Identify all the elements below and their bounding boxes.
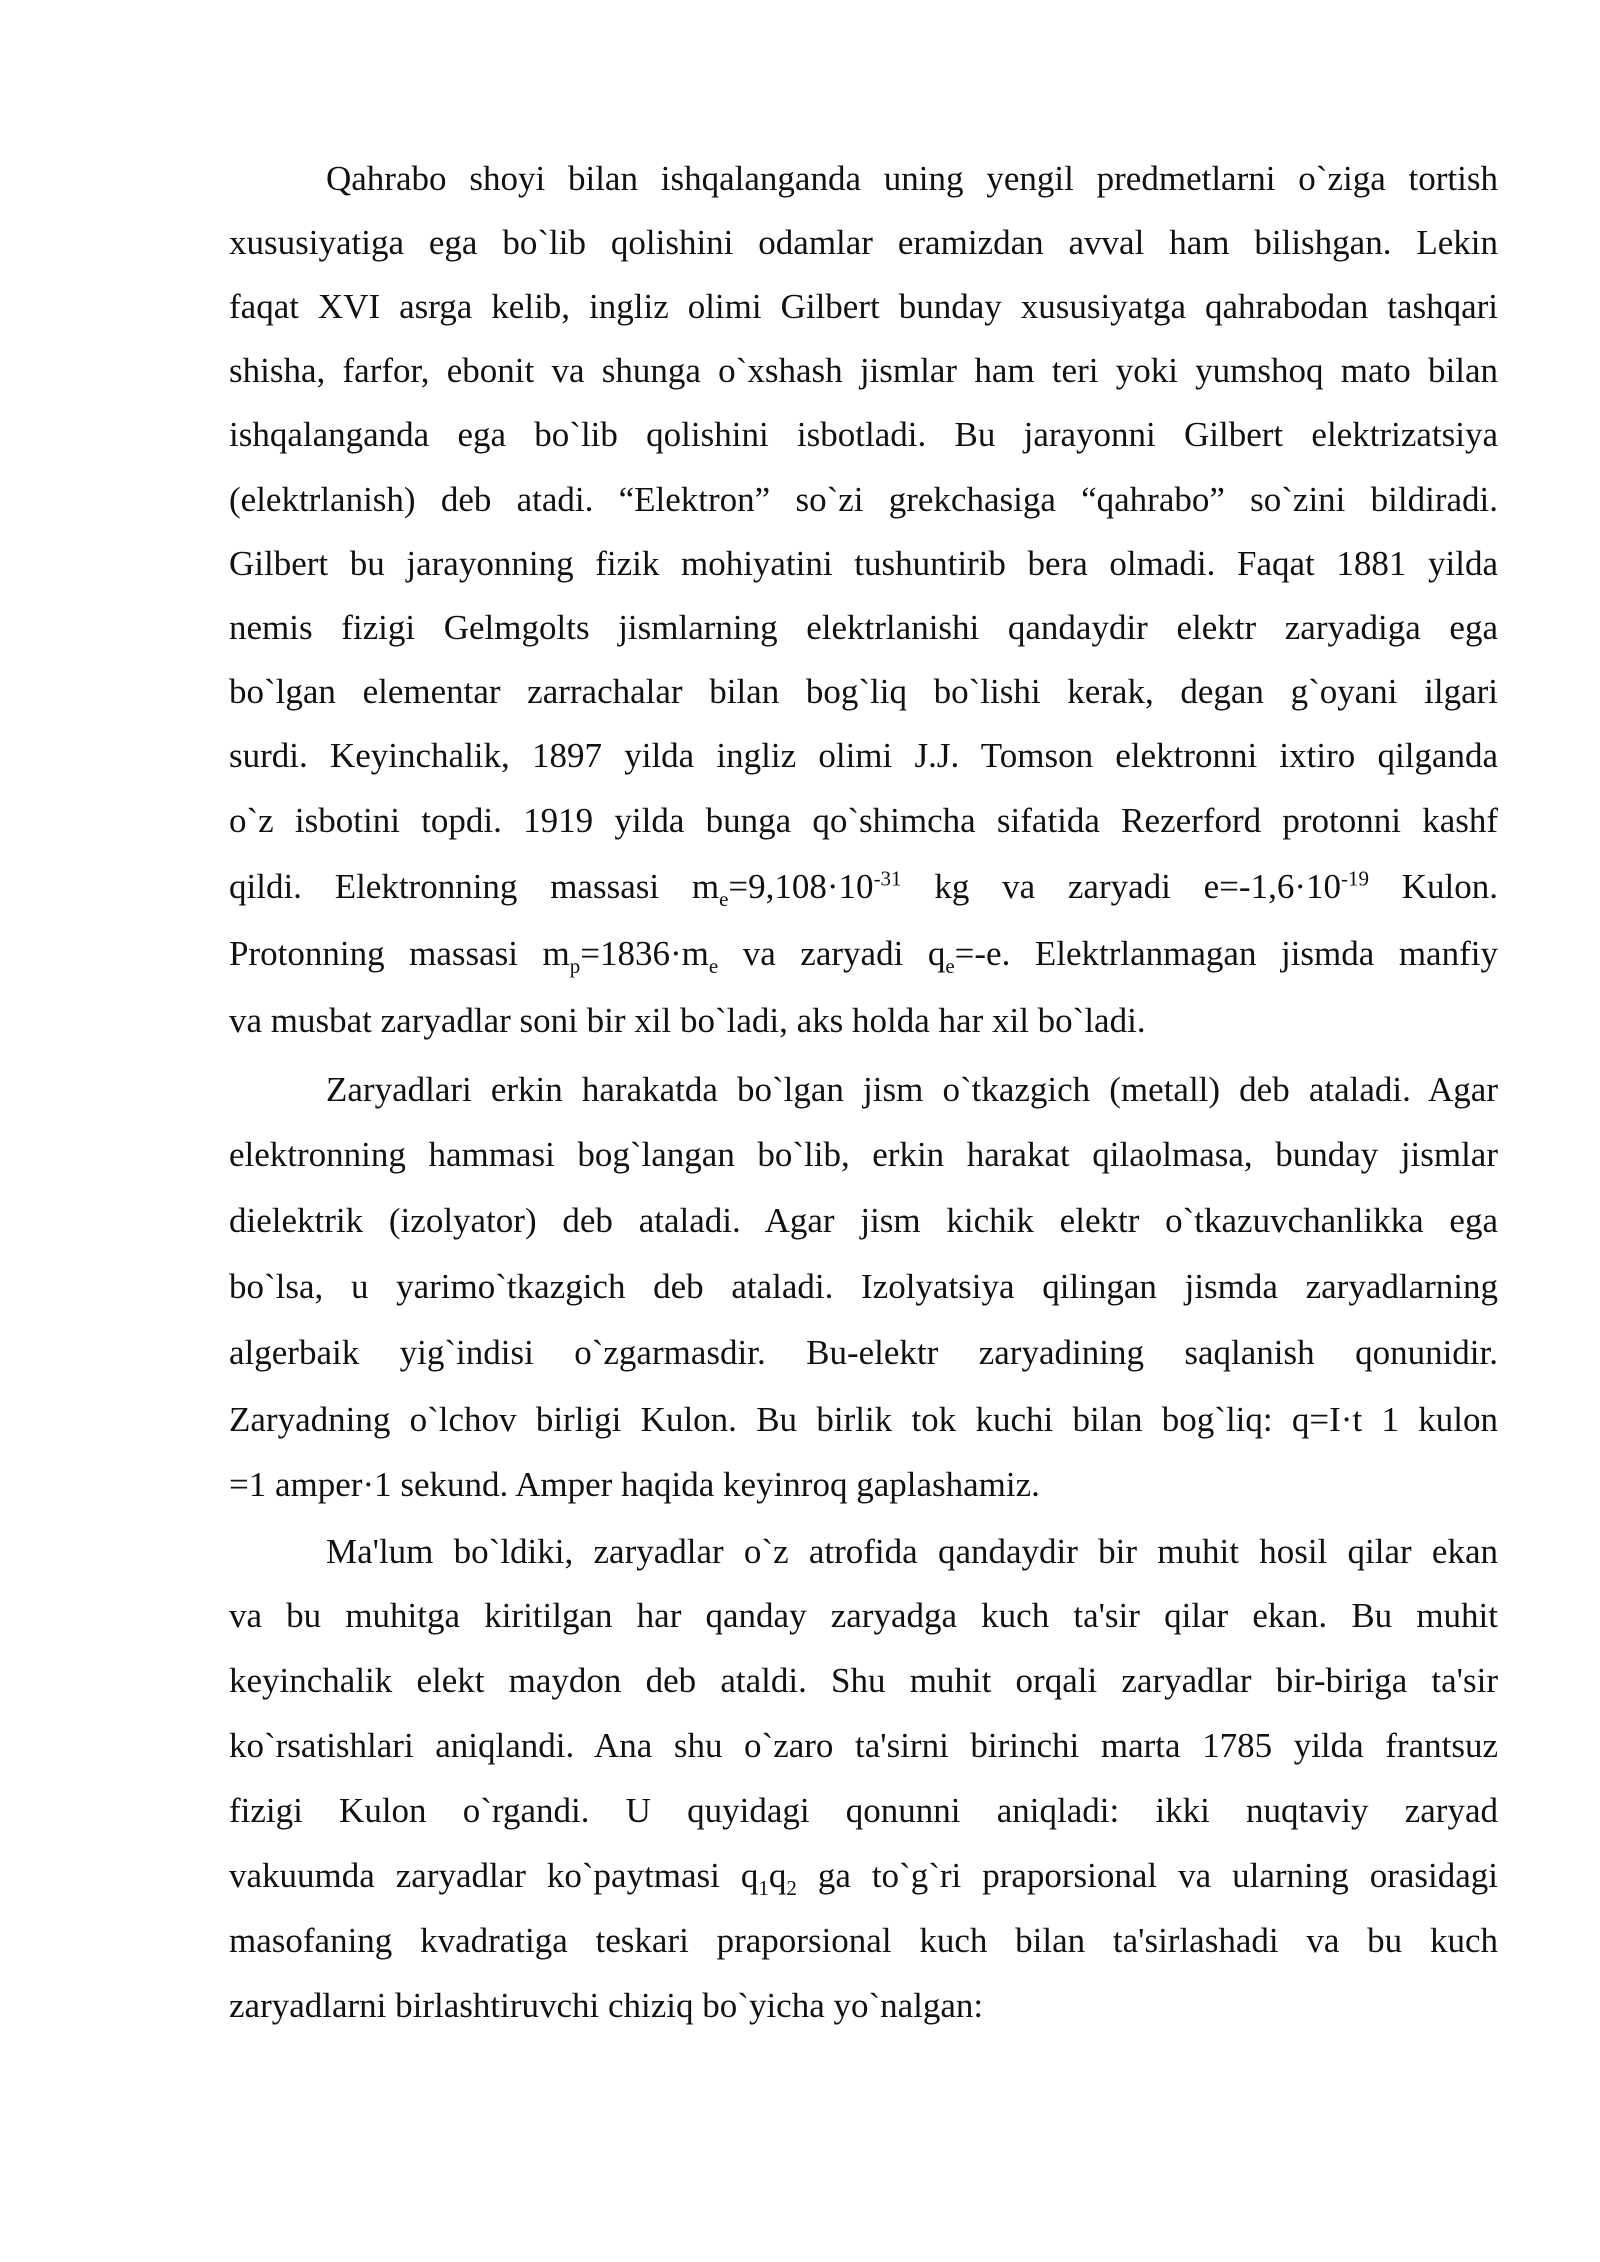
text-line: Qahrabo shoyi bilan ishqalanganda uning yengil predmetlarni o`ziga tortish xyxy=(326,159,1498,198)
text-line: nemis fizigi Gelmgolts jismlarning elektrlanishi qandaydir elektr zaryadiga ega xyxy=(229,608,1498,647)
text-line: masofaning kvadratiga teskari praporsional kuch bilan ta'sirlashadi va bu kuch xyxy=(229,1921,1498,1960)
text-fragment: =9,108·10 xyxy=(728,867,874,906)
text-line: bo`lgan elementar zarrachalar bilan bog`liq bo`lishi kerak, degan g`oyani ilgari xyxy=(229,672,1498,711)
text-fragment: Kulon. xyxy=(1368,867,1498,906)
text-line: faqat XVI asrga kelib, ingliz olimi Gilbert bunday xususiyatga qahrabodan tashqari xyxy=(229,287,1498,326)
formula-line-electron xyxy=(229,863,1498,911)
text-line: Ma'lum bo`ldiki, zaryadlar o`z atrofida qandaydir bir muhit hosil qilar ekan xyxy=(326,1532,1498,1571)
text-fragment: qildi. Elektronning massasi m xyxy=(229,867,720,906)
subscript: e xyxy=(708,954,719,978)
subscript: e xyxy=(945,954,955,978)
text-line: =1 amper·1 sekund. Amper haqida keyinroq gaplashamiz. xyxy=(229,1465,1040,1504)
subscript: 2 xyxy=(786,1876,797,1900)
text-line: surdi. Keyinchalik, 1897 yilda ingliz olimi J.J. Tomson elektronni ixtiro qilganda xyxy=(229,736,1498,775)
subscript: p xyxy=(569,954,581,978)
text-line: keyinchalik elekt maydon deb ataldi. Shu muhit orqali zaryadlar bir-biriga ta'sir xyxy=(229,1661,1498,1700)
text-fragment: va zaryadi q xyxy=(718,934,946,973)
text-fragment: kg va zaryadi e=-1,6·10 xyxy=(901,867,1341,906)
formula-line-charges xyxy=(229,1852,1498,1900)
text-line: o`z isbotini topdi. 1919 yilda bunga qo`shimcha sifatida Rezerford protonni kashf xyxy=(229,801,1498,840)
text-line: ishqalanganda ega bo`lib qolishini isbotladi. Bu jarayonni Gilbert elektrizatsiya xyxy=(229,415,1498,454)
text-line: elektronning hammasi bog`langan bo`lib, erkin harakat qilaolmasa, bunday jismlar xyxy=(229,1135,1498,1174)
text-fragment: =1836·m xyxy=(580,934,709,973)
text-fragment: =-e. Elektrlanmagan jismda manfiy xyxy=(954,934,1498,973)
text-fragment: vakuumda zaryadlar ko`paytmasi q xyxy=(229,1856,759,1895)
text-line: Zaryadning o`lchov birligi Kulon. Bu birlik tok kuchi bilan bog`liq: q=I·t 1 kulon xyxy=(229,1400,1498,1439)
text-line: xususiyatiga ega bo`lib qolishini odamlar eramizdan avval ham bilishgan. Lekin xyxy=(229,223,1498,262)
subscript: e xyxy=(719,887,729,911)
text-line: va musbat zaryadlar soni bir xil bo`ladi, aks holda har xil bo`ladi. xyxy=(229,1001,1146,1040)
text-fragment: q xyxy=(768,1856,787,1895)
text-line: dielektrik (izolyator) deb ataladi. Agar jism kichik elektr o`tkazuvchanlikka ega xyxy=(229,1201,1498,1240)
text-line: fizigi Kulon o`rgandi. U quyidagi qonunni aniqladi: ikki nuqtaviy zaryad xyxy=(229,1791,1498,1830)
text-line: Zaryadlari erkin harakatda bo`lgan jism o`tkazgich (metall) deb ataladi. Agar xyxy=(326,1070,1498,1109)
text-fragment: Protonning massasi m xyxy=(229,934,570,973)
text-line: algerbaik yig`indisi o`zgarmasdir. Bu-elektr zaryadining saqlanish qonunidir. xyxy=(229,1333,1498,1372)
superscript: -31 xyxy=(873,866,902,891)
text-line: Gilbert bu jarayonning fizik mohiyatini tushuntirib bera olmadi. Faqat 1881 yilda xyxy=(229,544,1498,583)
text-line: bo`lsa, u yarimo`tkazgich deb ataladi. Izolyatsiya qilingan jismda zaryadlarning xyxy=(229,1267,1498,1306)
text-line: shisha, farfor, ebonit va shunga o`xshash jismlar ham teri yoki yumshoq mato bilan xyxy=(229,351,1498,390)
formula-line-proton xyxy=(229,930,1498,978)
text-line: ko`rsatishlari aniqlandi. Ana shu o`zaro ta'sirni birinchi marta 1785 yilda frantsuz xyxy=(229,1726,1498,1765)
text-fragment: ga to`g`ri praporsional va ularning orasidagi xyxy=(796,1856,1498,1895)
text-line: (elektrlanish) deb atadi. “Elektron” so`zi grekchasiga “qahrabo” so`zini bildiradi. xyxy=(229,480,1498,519)
text-line: va bu muhitga kiritilgan har qanday zaryadga kuch ta'sir qilar ekan. Bu muhit xyxy=(229,1596,1498,1635)
superscript: -19 xyxy=(1340,866,1369,891)
subscript: 1 xyxy=(758,1876,769,1900)
text-line: zaryadlarni birlashtiruvchi chiziq bo`yicha yo`nalgan: xyxy=(229,1986,984,2025)
